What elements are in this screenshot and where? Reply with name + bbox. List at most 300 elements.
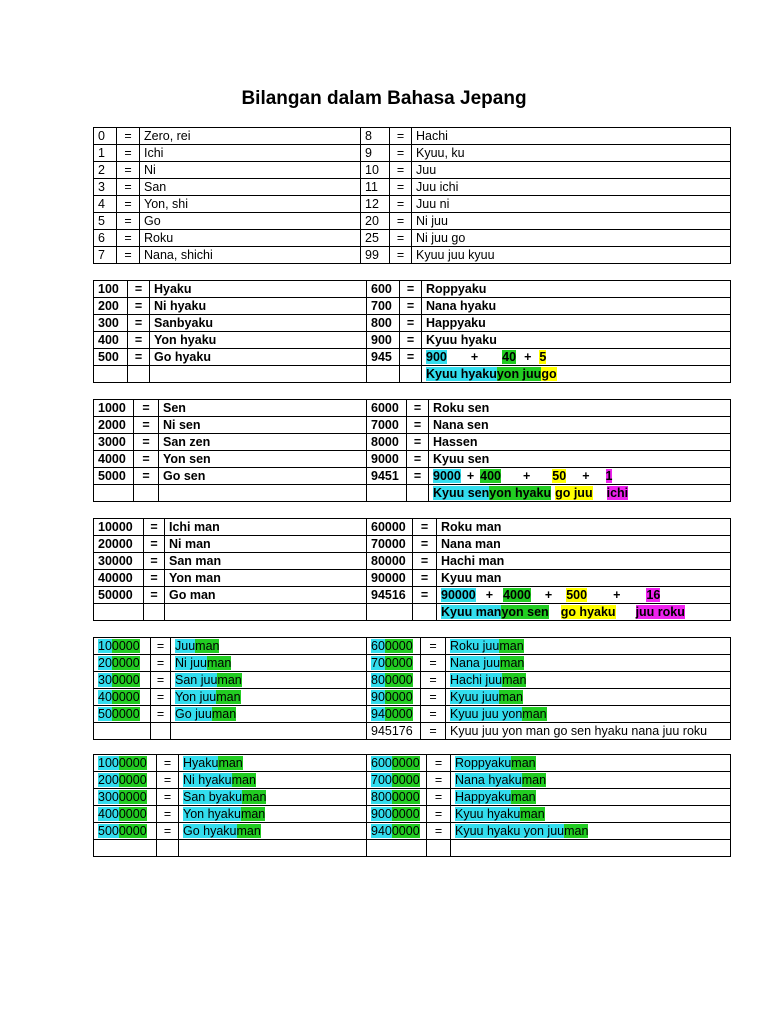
number-cell [367, 755, 427, 772]
number-cell: 4000 [94, 451, 134, 468]
reading-cell: Ni man [165, 536, 367, 553]
table-row [94, 587, 731, 604]
table-row [94, 162, 731, 179]
equals-sign: = [151, 672, 171, 689]
equals-sign: = [157, 789, 179, 806]
highlighted-number: 5 [539, 350, 547, 364]
empty-cell [94, 604, 144, 621]
equals-sign: = [134, 451, 159, 468]
reading-cell [451, 772, 731, 789]
reading-cell [446, 706, 731, 723]
number-prefix: 600 [371, 756, 392, 770]
empty-cell [427, 840, 451, 857]
number-cell: 8 [361, 128, 390, 145]
equals-sign: = [400, 315, 422, 332]
empty-cell [367, 604, 413, 621]
table-row [94, 451, 731, 468]
number-zeros: 0000 [391, 807, 420, 821]
reading-prefix: Ni hyaku [183, 773, 232, 787]
number-zeros: 0000 [111, 690, 140, 704]
highlighted-reading: yon hyaku [489, 486, 552, 500]
reading-cell: Ni [140, 162, 361, 179]
number-cell [94, 755, 157, 772]
reading-cell: Kyuu hyaku [422, 332, 731, 349]
number-cell: 7000 [367, 417, 407, 434]
reading-cell: Kyuu juu yon man go sen hyaku nana juu roku [446, 723, 731, 740]
reading-cell [171, 672, 367, 689]
equals-sign: = [413, 587, 437, 604]
number-cell: 945176 [367, 723, 421, 740]
highlighted-reading: go [541, 367, 557, 381]
reading-prefix: Nana juu [450, 656, 501, 670]
table-row [94, 485, 731, 502]
number-cell [94, 672, 151, 689]
number-cell: 10000 [94, 519, 144, 536]
highlighted-number: 4000 [503, 588, 531, 602]
equals-sign: = [117, 230, 140, 247]
equals-sign: = [117, 145, 140, 162]
table-row [94, 196, 731, 213]
reading-cell: Ni hyaku [150, 298, 367, 315]
table-row [94, 806, 731, 823]
reading-man: man [500, 656, 525, 670]
equals-sign: = [413, 553, 437, 570]
number-prefix: 30 [98, 673, 112, 687]
reading-cell: Ni juu [412, 213, 731, 230]
table-row [94, 789, 731, 806]
highlighted-number: 900 [426, 350, 447, 364]
empty-cell [94, 723, 151, 740]
number-cell: 99 [361, 247, 390, 264]
number-cell: 60000 [367, 519, 413, 536]
equals-sign: = [117, 162, 140, 179]
reading-cell [446, 655, 731, 672]
table-hundred-thousands [93, 637, 731, 740]
number-prefix: 94 [371, 707, 385, 721]
number-cell: 945 [367, 349, 400, 366]
equals-sign: = [117, 196, 140, 213]
equals-sign: = [390, 247, 412, 264]
reading-man: man [218, 756, 243, 770]
equals-sign: = [400, 349, 422, 366]
equals-sign: = [390, 128, 412, 145]
highlighted-reading: go hyaku [560, 605, 616, 619]
table-row [94, 434, 731, 451]
reading-man: man [242, 790, 267, 804]
equals-sign: = [390, 179, 412, 196]
table-row [94, 570, 731, 587]
equals-sign: = [117, 128, 140, 145]
number-cell: 25 [361, 230, 390, 247]
equals-sign: = [407, 451, 429, 468]
empty-cell [94, 366, 128, 383]
equals-sign: = [144, 536, 165, 553]
reading-cell: Roppyaku [422, 281, 731, 298]
highlighted-number: 16 [646, 588, 661, 602]
number-prefix: 900 [371, 807, 392, 821]
reading-cell [451, 806, 731, 823]
equals-sign: = [421, 672, 446, 689]
number-prefix: 60 [371, 639, 385, 653]
reading-prefix: Hyaku [183, 756, 219, 770]
table-row [94, 638, 731, 655]
reading-man: man [498, 690, 523, 704]
equals-sign: = [390, 213, 412, 230]
highlighted-reading: juu roku [635, 605, 685, 619]
highlighted-number: 40 [502, 350, 517, 364]
number-zeros: 0000 [118, 807, 147, 821]
reading-prefix: Yon juu [175, 690, 217, 704]
equals-sign: = [427, 806, 451, 823]
number-cell: 1 [94, 145, 117, 162]
table-row [94, 672, 731, 689]
reading-prefix: Juu [175, 639, 196, 653]
equals-sign: = [117, 247, 140, 264]
equals-sign: = [128, 298, 150, 315]
number-cell: 5 [94, 213, 117, 230]
reading-cell [422, 349, 731, 366]
reading-cell [179, 823, 367, 840]
number-cell: 700 [367, 298, 400, 315]
number-cell [367, 806, 427, 823]
equals-sign: = [144, 553, 165, 570]
table-row [94, 332, 731, 349]
reading-cell: Sanbyaku [150, 315, 367, 332]
number-cell: 80000 [367, 553, 413, 570]
table-row [94, 315, 731, 332]
number-cell [94, 689, 151, 706]
reading-prefix: Roppyaku [455, 756, 512, 770]
number-cell [367, 789, 427, 806]
reading-man: man [511, 756, 536, 770]
reading-man: man [240, 807, 266, 821]
number-prefix: 300 [98, 790, 119, 804]
number-cell: 800 [367, 315, 400, 332]
number-cell: 6000 [367, 400, 407, 417]
equals-sign: = [421, 655, 446, 672]
number-zeros: 0000 [111, 673, 140, 687]
number-cell: 200 [94, 298, 128, 315]
reading-man: man [522, 707, 547, 721]
highlighted-reading: ichi [606, 486, 629, 500]
reading-prefix: San byaku [183, 790, 243, 804]
reading-cell [171, 706, 367, 723]
reading-prefix: Kyuu hyaku [455, 807, 521, 821]
plus-sign: + [524, 350, 532, 364]
reading-cell: Go sen [159, 468, 367, 485]
table-row [94, 689, 731, 706]
equals-sign: = [413, 519, 437, 536]
reading-cell: Yon man [165, 570, 367, 587]
equals-sign: = [128, 349, 150, 366]
table-row [94, 247, 731, 264]
reading-cell [171, 638, 367, 655]
reading-man: man [499, 639, 524, 653]
equals-sign: = [421, 706, 446, 723]
number-zeros: 0000 [118, 824, 147, 838]
table-row [94, 298, 731, 315]
equals-sign: = [134, 468, 159, 485]
reading-cell: Juu [412, 162, 731, 179]
highlighted-number: 1 [605, 469, 613, 483]
plus-sign: + [466, 469, 475, 483]
number-cell: 300 [94, 315, 128, 332]
reading-man: man [521, 773, 547, 787]
number-zeros: 0000 [391, 790, 420, 804]
equals-sign: = [157, 823, 179, 840]
reading-cell: Kyuu man [437, 570, 731, 587]
number-zeros: 0000 [111, 639, 140, 653]
highlighted-reading: go juu [555, 486, 593, 500]
reading-man: man [236, 824, 261, 838]
equals-sign: = [413, 536, 437, 553]
reading-prefix: Roku juu [450, 639, 500, 653]
number-cell: 94516 [367, 587, 413, 604]
empty-cell [134, 485, 159, 502]
table-row [94, 230, 731, 247]
number-cell: 500 [94, 349, 128, 366]
reading-man: man [231, 773, 256, 787]
number-cell: 70000 [367, 536, 413, 553]
equals-sign: = [151, 655, 171, 672]
reading-cell: Ichi man [165, 519, 367, 536]
empty-cell [400, 366, 422, 383]
number-prefix: 50 [98, 707, 112, 721]
number-zeros: 0000 [384, 639, 413, 653]
reading-cell: Nana man [437, 536, 731, 553]
table-row [94, 553, 731, 570]
reading-cell [179, 806, 367, 823]
reading-cell: Kyuu juu kyuu [412, 247, 731, 264]
number-prefix: 20 [98, 656, 112, 670]
empty-cell [94, 485, 134, 502]
reading-cell: Zero, rei [140, 128, 361, 145]
reading-man: man [206, 656, 232, 670]
reading-man: man [211, 707, 237, 721]
table-row [94, 145, 731, 162]
equals-sign: = [413, 570, 437, 587]
highlighted-reading: Kyuu sen [433, 486, 490, 500]
number-zeros: 0000 [111, 656, 140, 670]
number-prefix: 500 [98, 824, 119, 838]
table-row [94, 723, 731, 740]
number-cell [94, 706, 151, 723]
reading-prefix: Happyaku [455, 790, 512, 804]
reading-prefix: Ni juu [175, 656, 207, 670]
highlighted-reading: yon sen [501, 605, 549, 619]
plus-sign: + [544, 588, 553, 602]
reading-cell: Roku sen [429, 400, 731, 417]
highlighted-number: 500 [566, 588, 588, 602]
equals-sign: = [157, 772, 179, 789]
number-cell: 0 [94, 128, 117, 145]
number-cell [94, 789, 157, 806]
number-cell: 1000 [94, 400, 134, 417]
number-cell [367, 655, 421, 672]
reading-prefix: Hachi juu [450, 673, 503, 687]
reading-cell: Kyuu, ku [412, 145, 731, 162]
table-row [94, 823, 731, 840]
equals-sign: = [390, 145, 412, 162]
reading-cell: Yon sen [159, 451, 367, 468]
empty-cell [128, 366, 150, 383]
reading-prefix: Kyuu juu yon [450, 707, 523, 721]
number-cell: 40000 [94, 570, 144, 587]
number-cell [367, 706, 421, 723]
equals-sign: = [134, 434, 159, 451]
equals-sign: = [421, 689, 446, 706]
number-zeros: 0000 [118, 773, 147, 787]
reading-cell [451, 789, 731, 806]
reading-man: man [217, 673, 242, 687]
reading-cell: Hassen [429, 434, 731, 451]
reading-man: man [195, 639, 220, 653]
number-cell: 2000 [94, 417, 134, 434]
number-cell: 2 [94, 162, 117, 179]
number-cell [367, 638, 421, 655]
highlighted-number: 50 [552, 469, 567, 483]
highlighted-number: 400 [480, 469, 501, 483]
equals-sign: = [407, 434, 429, 451]
equals-sign: = [151, 638, 171, 655]
number-zeros: 0000 [384, 707, 413, 721]
reading-cell: Happyaku [422, 315, 731, 332]
reading-cell: San [140, 179, 361, 196]
equals-sign: = [421, 638, 446, 655]
plus-sign: + [613, 588, 621, 602]
number-cell [94, 638, 151, 655]
number-cell: 900 [367, 332, 400, 349]
number-prefix: 200 [98, 773, 119, 787]
equals-sign: = [390, 230, 412, 247]
equals-sign: = [407, 400, 429, 417]
number-prefix: 400 [98, 807, 119, 821]
reading-cell [179, 789, 367, 806]
number-cell: 9000 [367, 451, 407, 468]
table-row [94, 840, 731, 857]
reading-cell: Go hyaku [150, 349, 367, 366]
reading-prefix: Kyuu hyaku yon juu [455, 824, 565, 838]
table-basic-numbers [93, 127, 731, 264]
equals-sign: = [390, 162, 412, 179]
equals-sign: = [407, 417, 429, 434]
number-cell [94, 772, 157, 789]
number-cell: 7 [94, 247, 117, 264]
reading-cell: Hyaku [150, 281, 367, 298]
equals-sign: = [151, 706, 171, 723]
reading-cell: Roku [140, 230, 361, 247]
equals-sign: = [427, 789, 451, 806]
plus-sign: + [470, 350, 479, 364]
reading-cell: Yon hyaku [150, 332, 367, 349]
reading-cell: Kyuu sen [429, 451, 731, 468]
empty-cell [179, 840, 367, 857]
empty-cell [94, 840, 157, 857]
equals-sign: = [400, 281, 422, 298]
reading-man: man [502, 673, 527, 687]
reading-cell [429, 468, 731, 485]
equals-sign: = [151, 689, 171, 706]
number-prefix: 940 [371, 824, 392, 838]
empty-cell [407, 485, 429, 502]
plus-sign: + [485, 588, 494, 602]
number-cell: 3 [94, 179, 117, 196]
table-ten-thousands [93, 518, 731, 621]
number-cell: 9451 [367, 468, 407, 485]
equals-sign: = [421, 723, 446, 740]
equals-sign: = [390, 196, 412, 213]
reading-man: man [520, 807, 545, 821]
equals-sign: = [144, 587, 165, 604]
equals-sign: = [117, 213, 140, 230]
empty-cell [144, 604, 165, 621]
reading-prefix: Kyuu juu [450, 690, 499, 704]
reading-prefix: Yon hyaku [183, 807, 241, 821]
table-row [94, 468, 731, 485]
number-cell: 50000 [94, 587, 144, 604]
number-cell: 8000 [367, 434, 407, 451]
reading-man: man [216, 690, 241, 704]
number-zeros: 0000 [118, 756, 147, 770]
equals-sign: = [134, 400, 159, 417]
reading-cell: Ichi [140, 145, 361, 162]
table-row [94, 604, 731, 621]
table-row [94, 655, 731, 672]
table-row [94, 179, 731, 196]
empty-cell [171, 723, 367, 740]
equals-sign: = [157, 806, 179, 823]
reading-cell: Go man [165, 587, 367, 604]
reading-cell: Nana hyaku [422, 298, 731, 315]
number-prefix: 70 [371, 656, 385, 670]
reading-cell: Juu ichi [412, 179, 731, 196]
number-cell: 100 [94, 281, 128, 298]
empty-cell [451, 840, 731, 857]
reading-cell: Ni sen [159, 417, 367, 434]
empty-cell [367, 485, 407, 502]
number-zeros: 0000 [384, 690, 413, 704]
number-cell: 9 [361, 145, 390, 162]
empty-cell [159, 485, 367, 502]
reading-cell [171, 655, 367, 672]
number-cell: 90000 [367, 570, 413, 587]
reading-cell: Hachi [412, 128, 731, 145]
breakdown-cell [437, 604, 731, 621]
table-row [94, 349, 731, 366]
number-prefix: 100 [98, 756, 119, 770]
reading-cell [446, 638, 731, 655]
equals-sign: = [427, 772, 451, 789]
number-prefix: 800 [371, 790, 392, 804]
number-zeros: 0000 [118, 790, 147, 804]
number-cell: 20 [361, 213, 390, 230]
reading-cell: Nana, shichi [140, 247, 361, 264]
reading-prefix: Nana hyaku [455, 773, 522, 787]
equals-sign: = [400, 298, 422, 315]
number-prefix: 90 [371, 690, 385, 704]
reading-cell: Roku man [437, 519, 731, 536]
empty-cell [413, 604, 437, 621]
equals-sign: = [128, 315, 150, 332]
reading-cell [451, 755, 731, 772]
number-cell: 5000 [94, 468, 134, 485]
table-hundreds [93, 280, 731, 383]
table-row [94, 536, 731, 553]
highlighted-number: 90000 [441, 588, 476, 602]
page-title: Bilangan dalam Bahasa Jepang [241, 88, 527, 109]
equals-sign: = [427, 823, 451, 840]
reading-cell: Hachi man [437, 553, 731, 570]
